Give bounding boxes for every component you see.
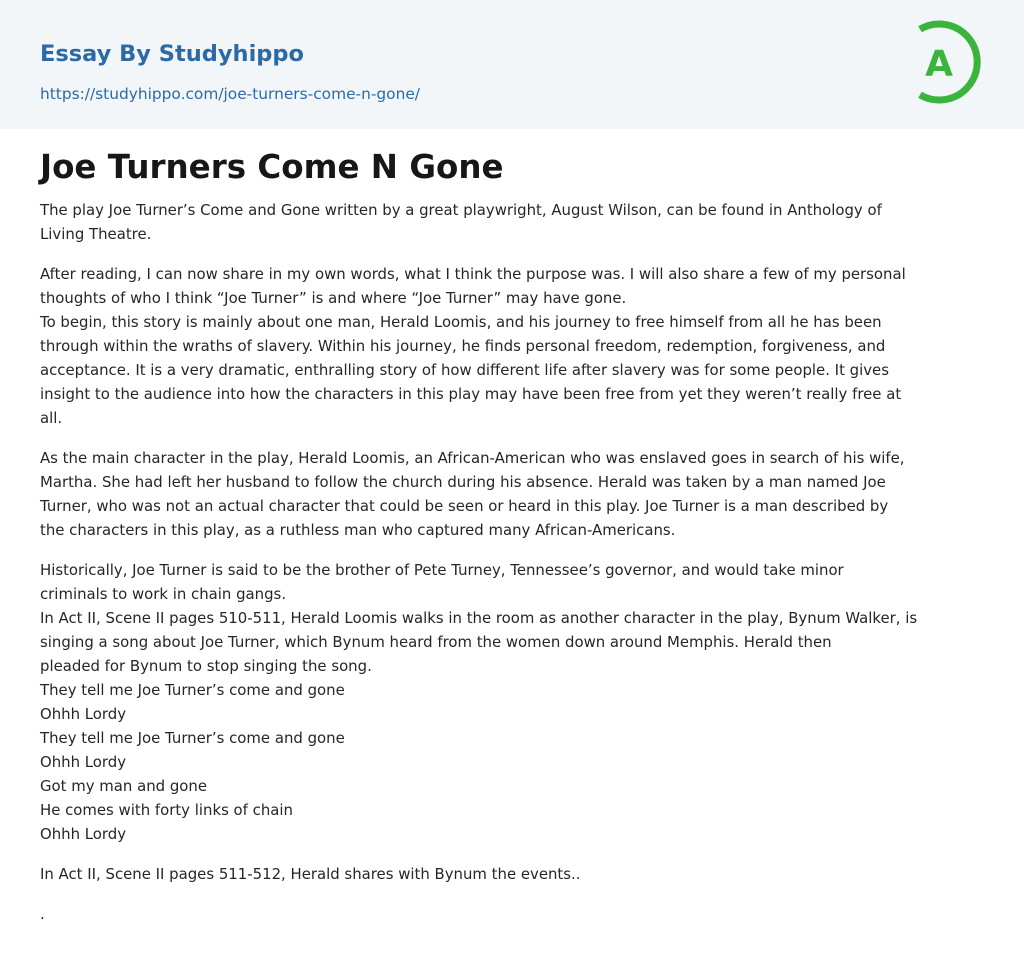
site-brand[interactable]: Essay By Studyhippo bbox=[40, 41, 304, 67]
article-body bbox=[40, 146, 984, 942]
page-url-link[interactable]: https://studyhippo.com/joe-turners-come-n-gone/ bbox=[40, 85, 420, 103]
paragraph-4 bbox=[40, 558, 984, 846]
song-lyric-line: They tell me Joe Turner’s come and gone bbox=[40, 681, 345, 699]
song-lyric-line: Ohhh Lordy bbox=[40, 825, 127, 843]
text-line: pleaded for Bynum to stop singing the song. bbox=[40, 657, 372, 675]
text-line: the characters in this play, as a ruthless man who captured many African-Americans. bbox=[40, 521, 676, 539]
paragraph-3 bbox=[40, 446, 984, 542]
text-line: Martha. She had left her husband to follow the church during his absence. Herald was taken by a man named Joe bbox=[40, 473, 886, 491]
site-header bbox=[0, 0, 1024, 129]
article-title: Joe Turners Come N Gone bbox=[40, 148, 504, 186]
text-line: Historically, Joe Turner is said to be the brother of Pete Turney, Tennessee’s governor, and would take minor bbox=[40, 561, 844, 579]
text-line: The play Joe Turner’s Come and Gone written by a great playwright, August Wilson, can be found in Anthology of bbox=[40, 201, 882, 219]
logo-letter: A bbox=[925, 43, 953, 85]
paragraph-6 bbox=[40, 902, 984, 926]
text-line: insight to the audience into how the characters in this play may have been free from yet they weren’t really free at bbox=[40, 385, 902, 403]
text-line: As the main character in the play, Herald Loomis, an African-American who was enslaved goes in search of his wife, bbox=[40, 449, 905, 467]
text-line: through within the wraths of slavery. Within his journey, he finds personal freedom, redemption, forgiveness, and bbox=[40, 337, 886, 355]
text-line: Living Theatre. bbox=[40, 225, 152, 243]
text-line: thoughts of who I think “Joe Turner” is and where “Joe Turner” may have gone. bbox=[40, 289, 627, 307]
text-line: singing a song about Joe Turner, which Bynum heard from the women down around Memphis. Herald then bbox=[40, 633, 832, 651]
song-lyric-line: Got my man and gone bbox=[40, 777, 207, 795]
text-line: To begin, this story is mainly about one man, Herald Loomis, and his journey to free himself from all he has been bbox=[40, 313, 882, 331]
text-line: After reading, I can now share in my own words, what I think the purpose was. I will also share a few of my personal bbox=[40, 265, 906, 283]
song-lyric-line: He comes with forty links of chain bbox=[40, 801, 293, 819]
paragraph-5 bbox=[40, 862, 984, 886]
text-line: In Act II, Scene II pages 510-511, Herald Loomis walks in the room as another character in the play, Bynum Walker, is bbox=[40, 609, 918, 627]
song-lyric-line: They tell me Joe Turner’s come and gone bbox=[40, 729, 345, 747]
text-line: Turner, who was not an actual character that could be seen or heard in this play. Joe Turner is a man described by bbox=[40, 497, 889, 515]
paragraph-1 bbox=[40, 198, 984, 246]
text-line: acceptance. It is a very dramatic, enthralling story of how different life after slavery was for some people. It gives bbox=[40, 361, 889, 379]
text-line: criminals to work in chain gangs. bbox=[40, 585, 287, 603]
song-lyric-line: Ohhh Lordy bbox=[40, 753, 127, 771]
text-line: . bbox=[40, 905, 45, 923]
text-line: In Act II, Scene II pages 511-512, Herald shares with Bynum the events.. bbox=[40, 865, 581, 883]
paragraph-2 bbox=[40, 262, 984, 430]
text-line: all. bbox=[40, 409, 63, 427]
studyhippo-logo-icon[interactable] bbox=[910, 18, 988, 106]
song-lyric-line: Ohhh Lordy bbox=[40, 705, 127, 723]
